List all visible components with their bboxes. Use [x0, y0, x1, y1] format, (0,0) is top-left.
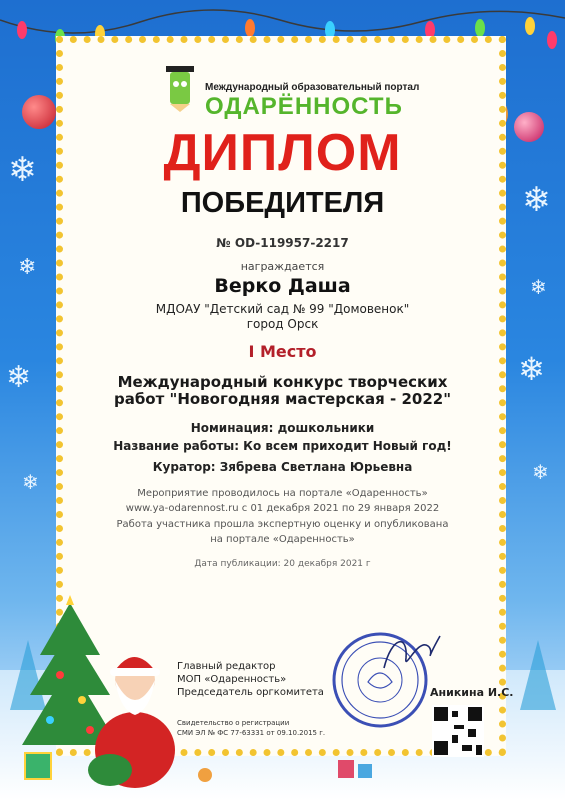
snowflake-icon: ❄ [530, 275, 547, 299]
background-tree [520, 640, 556, 710]
qr-code-icon [432, 705, 484, 757]
snowflake-icon: ❄ [22, 470, 39, 494]
event-info-line2: www.ya-odarennost.ru с 01 декабря 2021 по 29 января 2022 [125, 503, 440, 514]
editor-org: МОП «Одаренность» [177, 674, 287, 685]
snowflake-icon: ❄ [8, 150, 37, 190]
gift-box-icon [24, 752, 52, 780]
gift-box-icon [338, 760, 354, 778]
recipient-name: Верко Даша [214, 275, 351, 297]
contest-name-line1: Международный конкурс творческих [117, 373, 448, 391]
snowflake-icon: ❄ [518, 350, 545, 388]
event-info-line3: Работа участника прошла экспертную оценку и опубликована [116, 519, 449, 530]
portal-subtitle: Международный образовательный портал [205, 82, 420, 93]
ornament-icon [198, 768, 212, 782]
diploma-subtitle: ПОБЕДИТЕЛЯ [180, 187, 385, 219]
diploma-number: № OD-119957-2217 [216, 236, 349, 250]
signer-name: Аникина И.С. [430, 686, 514, 699]
event-info-line1: Мероприятие проводилось на портале «Одаренность» [137, 488, 428, 499]
publication-date: Дата публикации: 20 декабря 2021 г [194, 559, 371, 569]
snowflake-icon: ❄ [522, 180, 551, 220]
snowflake-icon: ❄ [532, 460, 549, 484]
place: I Место [248, 342, 317, 361]
awarded-label: награждается [240, 260, 325, 273]
contest-name-line2: работ "Новогодняя мастерская - 2022" [113, 390, 452, 408]
city: город Орск [246, 317, 319, 331]
curator: Куратор: Зябрева Светлана Юрьевна [152, 460, 413, 474]
registration-number: СМИ ЭЛ № ФС 77-63331 от 09.10.2015 г. [177, 729, 326, 737]
work-title: Название работы: Ко всем приходит Новый год! [113, 439, 452, 453]
snowflake-icon: ❄ [18, 255, 37, 280]
event-info-line4: на портале «Одаренность» [210, 534, 355, 545]
organization: МДОАУ "Детский сад № 99 "Домовенок" [155, 302, 410, 316]
portal-name: ОДАРЁННОСТЬ [205, 93, 403, 120]
handwritten-signature-icon [378, 628, 448, 678]
nomination: Номинация: дошкольники [190, 421, 375, 435]
gift-box-icon [358, 764, 372, 778]
snowflake-icon: ❄ [6, 360, 32, 395]
editor-title: Главный редактор [177, 661, 276, 672]
logo-pencil-icon [160, 62, 200, 112]
diploma-title: ДИПЛОМ [163, 124, 402, 182]
santa-claus-icon [80, 640, 190, 790]
editor-role: Председатель оргкомитета [177, 687, 324, 698]
registration-label: Свидетельство о регистрации [177, 719, 290, 727]
